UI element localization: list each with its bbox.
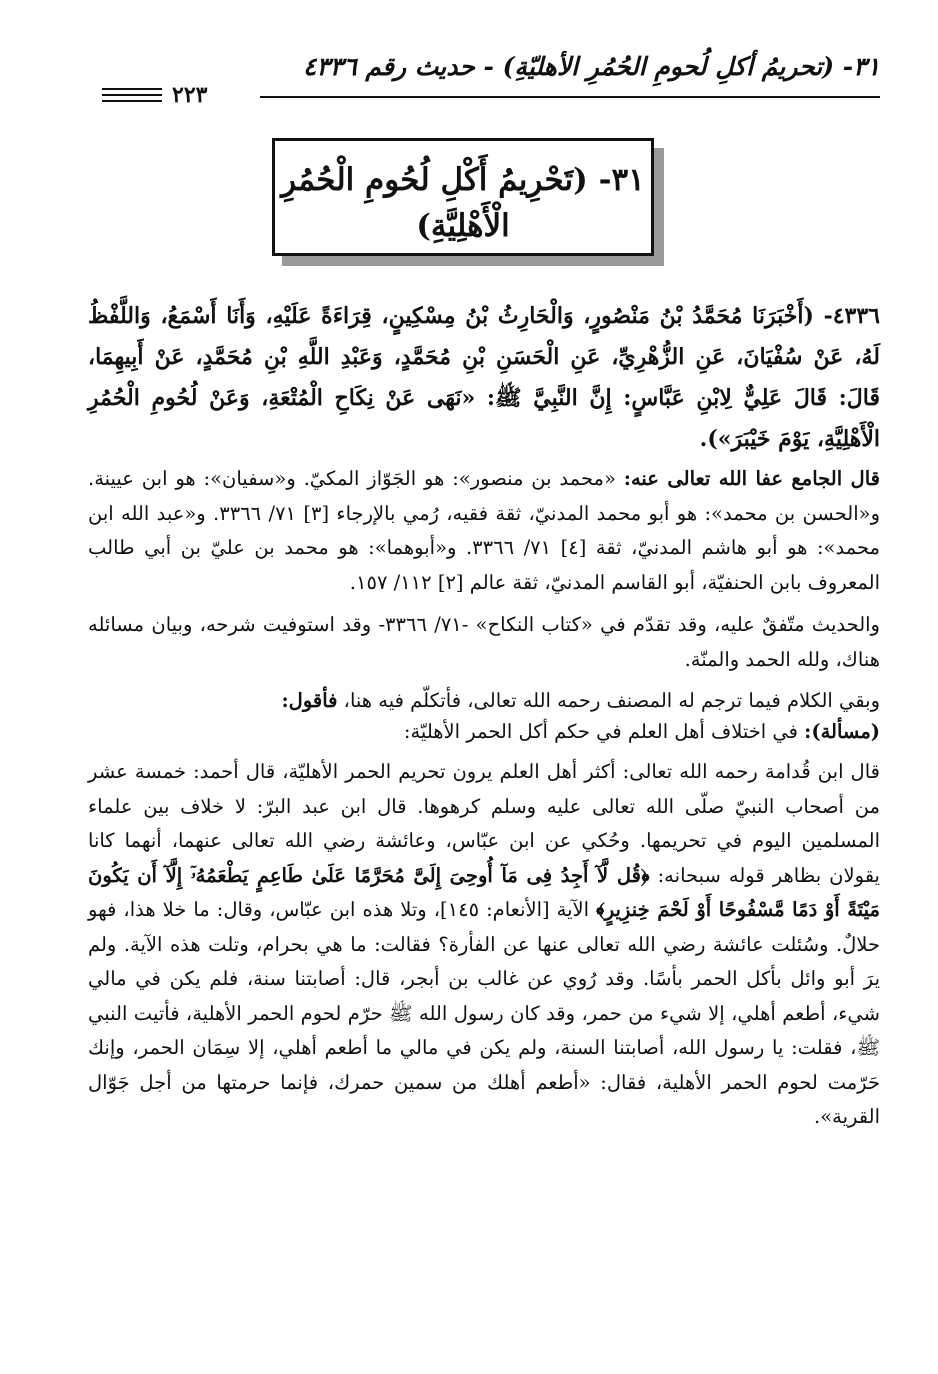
ibn-qudama-text: قال ابن قُدامة رحمه الله تعالى: أكثر أهل العلم يرون تحريم الحمر الأهليّة، قال أحمد: خمسة عشر من أصحاب النبيّ صلّى الله تعالى عليه وسلم كرهوها. قال ابن عبد البرّ: لا خلاف بين علماء المسلمين اليوم في تحريمها. وحُكي عن ابن عبّاس، وعائشة رضي الله تعالى عنهما، أنهما كانا يقولان بظاهر قوله سبحانه:	[88, 760, 880, 887]
body-text	[88, 296, 880, 1135]
header-rule	[260, 96, 880, 98]
issue-heading	[88, 716, 880, 747]
hadith-text: ٤٣٣٦- (أَخْبَرَنَا مُحَمَّدُ بْنُ مَنْصُورٍ، وَالْحَارِثُ بْنُ مِسْكِينٍ، قِرَاءَةً عَلَيْهِ، وَأَنَا أَسْمَعُ، وَاللَّفْظُ لَهُ، عَنْ سُفْيَانَ، عَنِ الزُّهْرِيِّ، عَنِ الْحَسَنِ بْنِ مُحَمَّدٍ، وَعَبْدِ اللَّهِ بْنِ مُحَمَّدٍ، عَنْ أَبِيهِمَا، قَالَ: قَالَ عَلِيٌّ لِابْنِ عَبَّاسٍ: إِنَّ النَّبِيَّ ﷺ: «نَهَى عَنْ نِكَاحِ الْمُتْعَةِ، وَعَنْ لُحُومِ الْحُمُرِ الْأَهْلِيَّةِ، يَوْمَ خَيْبَرَ»).	[88, 303, 880, 452]
running-header	[90, 52, 880, 108]
commentary-paragraph-5	[88, 755, 880, 1135]
ibn-qudama-continued: الآية [الأنعام: ١٤٥]، وتلا هذه ابن عبّاس، وقال: ما خلا هذا، فهو حلالٌ. وسُئلت عائشة رضي الله تعالى عنها عن الفأرة؟ فقالت: ما هي بحرام، وتلت هذه الآية. ولم يرَ أبو وائل بأكل الحمر بأسًا. وقد رُوي عن غالب بن أبجر، قال: أصابتنا سنة، فلم يكن في مالي شيء، أطعم أهلي، إلا شيء من حمر، وقد كان رسول الله ﷺ حرّم لحوم الحمر الأهلية، فأتيت النبي ﷺ، فقلت: يا رسول الله، أصابتنا السنة، ولم يكن في مالي ما أطعم أهلي، إلا سِمَان الحمر، وإنك حَرّمت لحوم الحمر الأهلية، فقال: «أطعم أهلك من سمين حمرك، فإنما حرمتها من أجل جَوّال القرية».	[88, 898, 880, 1128]
commentary-paragraph-2: والحديث متّفقٌ عليه، وقد تقدّم في «كتاب النكاح» -٧١/ ٣٣٦٦- وقد استوفيت شرحه، وبيان مسائله هناك، ولله الحمد والمنّة.	[88, 613, 880, 671]
issue-label: (مسألة):	[804, 720, 880, 743]
transition-bold: فأقول:	[281, 689, 338, 712]
page-number-block	[90, 82, 260, 112]
chapter-title-box	[272, 138, 654, 256]
narrators-notes: «محمد بن منصور»: هو الجَوّاز المكيّ. و«سفيان»: هو ابن عيينة. و«الحسن بن محمد»: هو أبو محمد المدنيّ، ثقة فقيه، رُمي بالإرجاء [٣] ٧١/ ٣٣٦٦. و«عبد الله ابن محمد»: هو أبو هاشم المدنيّ، ثقة [٤] ٧١/ ٣٣٦٦. و«أبوهما»: هو محمد بن عليّ بن أبي طالب المعروف بابن الحنفيّة، أبو القاسم المدنيّ، ثقة عالم [٢] ١١٢/ ١٥٧.	[88, 467, 880, 594]
page-number: ٢٢٣	[172, 82, 208, 108]
chapter-title-line-2: الْأَهْلِيَّةِ)	[416, 208, 510, 244]
quran-verse: ﴿قُل لَّآ أَجِدُ فِى مَآ أُوحِىَ إِلَىَّ مُحَرَّمًا عَلَىٰ طَاعِمٍ يَطْعَمُهُۥٓ إِلَّآ أَن يَكُونَ مَيْتَةً أَوْ دَمًا مَّسْفُوحًا أَوْ لَحْمَ خِنزِيرٍ﴾	[88, 863, 880, 921]
chapter-title-line-1: ٣١- (تَحْرِيمُ أَكْلِ لُحُومِ الْحُمُرِ	[281, 162, 645, 198]
commentary-paragraph-3	[88, 685, 880, 716]
issue-title: في اختلاف أهل العلم في حكم أكل الحمر الأهليّة:	[403, 720, 805, 743]
transition-text: وبقي الكلام فيما ترجم له المصنف رحمه الله تعالى، فأتكلّم فيه هنا،	[337, 689, 880, 712]
page-number-lines	[102, 88, 162, 106]
commentary-paragraph-1	[88, 462, 880, 600]
commentary-lead: قال الجامع عفا الله تعالى عنه:	[623, 467, 880, 490]
running-title: ٣١- (تحريمُ أكلِ لُحومِ الحُمُرِ الأهليّةِ) - حديث رقم ٤٣٣٦	[302, 52, 880, 81]
